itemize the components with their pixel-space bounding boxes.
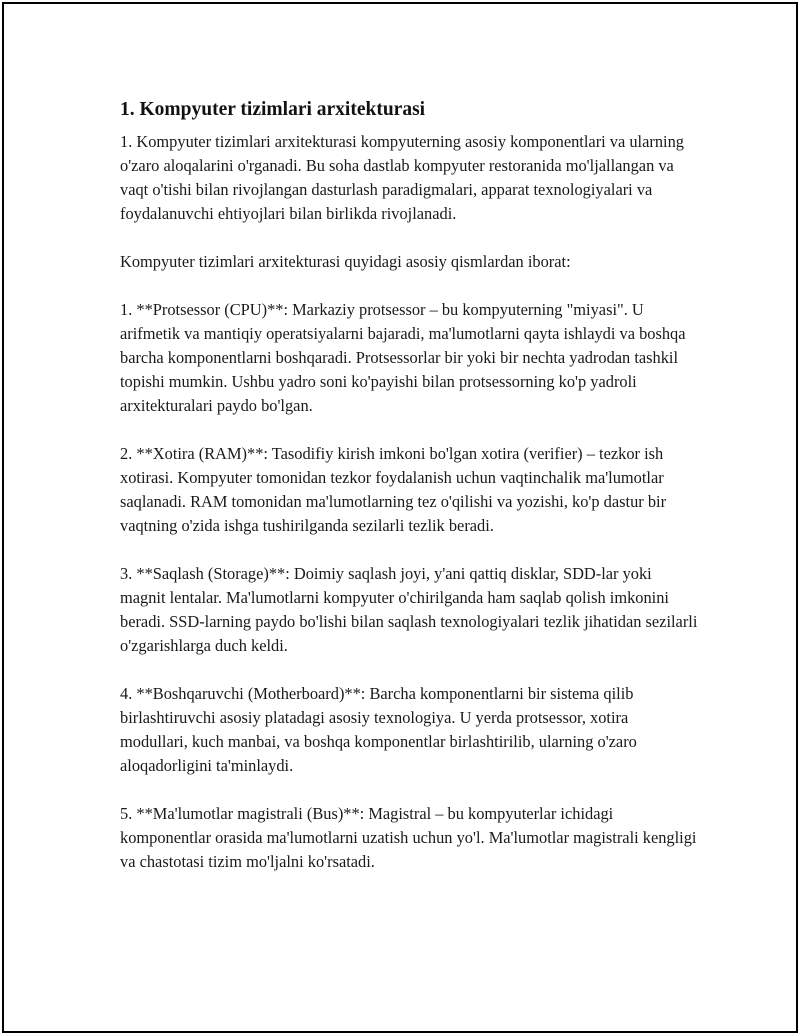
cpu-paragraph: 1. **Protsessor (CPU)**: Markaziy protsessor – bu kompyuterning "miyasi". U arifmetik va mantiqiy operatsiyalarni bajaradi, ma'lumotlarni qayta ishlaydi va boshqa barcha komponentlarni boshqaradi. Protsessorlar bir yoki bir nechta yadrodan tashkil topishi mumkin. Ushbu yadro soni ko'payishi bilan protsessorning ko'p yadroli arxitekturalari paydo bo'lgan. (120, 300, 686, 415)
bus-paragraph: 5. **Ma'lumotlar magistrali (Bus)**: Magistral – bu kompyuterlar ichidagi komponentlar orasida ma'lumotlarni uzatish uchun yo'l. Ma'lumotlar magistrali kengligi va chastotasi tizim mo'ljalni ko'rsatadi. (120, 804, 697, 871)
ram-paragraph: 2. **Xotira (RAM)**: Tasodifiy kirish imkoni bo'lgan xotira (verifier) – tezkor ish xotirasi. Kompyuter tomonidan tezkor foydalanish uchun vaqtinchalik ma'lumotlar saqlanadi. RAM tomonidan ma'lumotlarning tez o'qilishi va yozishi, ko'p dastur bir vaqtning o'zida ishga tushirilganda sezilarli tezlik beradi. (120, 444, 667, 535)
storage-paragraph: 3. **Saqlash (Storage)**: Doimiy saqlash joyi, y'ani qattiq disklar, SDD-lar yoki magnit lentalar. Ma'lumotlarni kompyuter o'chirilganda ham saqlab qolish imkonini beradi. SSD-larning paydo bo'lishi bilan saqlash texnologiyalari tezlik jihatidan sezilarli o'zgarishlarga duch keldi. (120, 564, 698, 655)
intro-paragraph: 1. Kompyuter tizimlari arxitekturasi kompyuterning asosiy komponentlari va ularning o'zaro aloqalarini o'rganadi. Bu soha dastlab kompyuter restoranida mo'ljallangan va vaqt o'tishi bilan rivojlangan dasturlash paradigmalari, apparat texnologiyalari va foydalanuvchi ehtiyojlari bilan birlikda rivojlanadi. (120, 132, 684, 223)
components-lead-paragraph: Kompyuter tizimlari arxitekturasi quyidagi asosiy qismlardan iborat: (120, 252, 571, 271)
document-body (120, 97, 700, 874)
page-frame (2, 2, 798, 1033)
document-title: 1. Kompyuter tizimlari arxitekturasi (120, 99, 426, 120)
motherboard-paragraph: 4. **Boshqaruvchi (Motherboard)**: Barcha komponentlarni bir sistema qilib birlashtiruvchi asosiy platadagi asosiy texnologiya. U yerda protsessor, xotira modullari, kuch manbai, va boshqa komponentlar birlashtirilib, ularning o'zaro aloqadorligini ta'minlaydi. (120, 684, 637, 775)
